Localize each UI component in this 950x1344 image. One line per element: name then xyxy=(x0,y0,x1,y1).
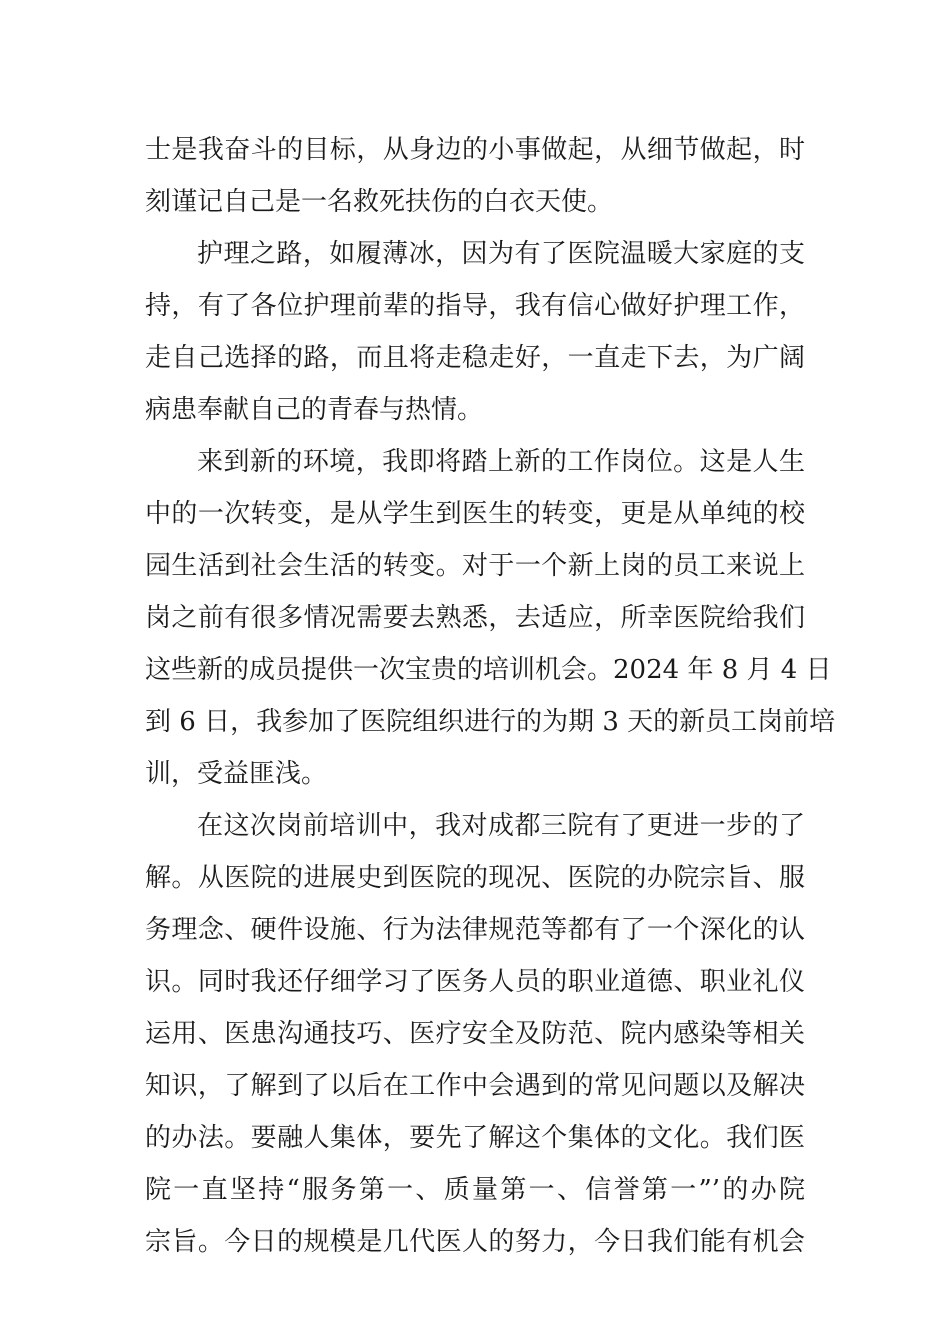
text-line: 训，受益匪浅。 xyxy=(145,759,328,789)
text-line: 持，有了各位护理前辈的指导，我有信心做好护理工作， xyxy=(145,291,805,321)
text-line: 宗旨。今日的规模是几代医人的努力，今日我们能有机会 xyxy=(145,1227,805,1257)
text-line: 到 6 日，我参加了医院组织进行的为期 3 天的新员工岗前培 xyxy=(145,707,836,737)
text-line: 这些新的成员提供一次宝贵的培训机会。2024 年 8 月 4 日 xyxy=(145,655,832,685)
paragraph-first-line: 来到新的环境，我即将踏上新的工作岗位。这是人生 xyxy=(197,447,805,477)
text-line: 知识，了解到了以后在工作中会遇到的常见问题以及解决 xyxy=(145,1071,805,1101)
document-body xyxy=(145,124,836,1268)
text-line: 中的一次转变，是从学生到医生的转变，更是从单纯的校 xyxy=(145,499,805,529)
text-line: 岗之前有很多情况需要去熟悉，去适应，所幸医院给我们 xyxy=(145,603,805,633)
paragraph-first-line: 护理之路，如履薄冰，因为有了医院温暖大家庭的支 xyxy=(197,239,805,269)
text-line: 走自己选择的路，而且将走稳走好，一直走下去，为广阔 xyxy=(145,343,805,373)
text-line: 病患奉献自己的青春与热情。 xyxy=(145,395,484,425)
text-line: 园生活到社会生活的转变。对于一个新上岗的员工来说上 xyxy=(145,551,805,581)
text-line: 院一直坚持“服务第一、质量第一、信誉第一”’的办院 xyxy=(145,1175,805,1205)
paragraph-first-line: 在这次岗前培训中，我对成都三院有了更进一步的了 xyxy=(197,811,805,841)
text-line: 的办法。要融人集体，要先了解这个集体的文化。我们医 xyxy=(145,1123,805,1153)
text-line: 识。同时我还仔细学习了医务人员的职业道德、职业礼仪 xyxy=(145,967,805,997)
text-line: 运用、医患沟通技巧、医疗安全及防范、院内感染等相关 xyxy=(145,1019,805,1049)
text-line: 务理念、硬件设施、行为法律规范等都有了一个深化的认 xyxy=(145,915,805,945)
text-line: 士是我奋斗的目标，从身边的小事做起，从细节做起，时 xyxy=(145,135,805,165)
text-line: 解。从医院的进展史到医院的现况、医院的办院宗旨、服 xyxy=(145,863,805,893)
text-line: 刻谨记自己是一名救死扶伤的白衣天使。 xyxy=(145,187,614,217)
